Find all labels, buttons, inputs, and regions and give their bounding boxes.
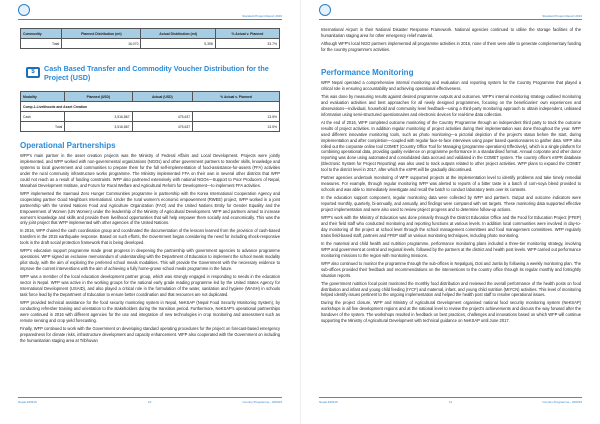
paragraph: International Airport in their National Disaster Response Framework. National agencies continued to utilise the storage facilities of the humanitarian staging area for other emergency relief material. — [321, 27, 581, 38]
paragraph: This was done by measuring results against desired programme outputs and outcomes. WFP's internal monitoring strategy outlined monitoring and evaluation activities and best approaches for all newly designed programmes, focusing on the beneficiaries' own experiences and observations—individual, household and community level feedback—using a third-party monitoring approach to obtain independent, unbiased information using semi-structured questionnaires and electronic devices for real-time data collection. — [321, 93, 581, 117]
col-header: Modality — [21, 92, 65, 102]
col-header: Commodity — [21, 29, 62, 39]
cell: 3,516,867 — [65, 122, 132, 132]
paragraph: Finally, WFP continued to work with the Government on developing standard operating procedures for the project on forecast-based emergency preparedness for climate risks, infrastructure development and capacity enhancement. WFP also cooperated with the Government on including the humanitarian staging area at Tribhuvan — [20, 325, 280, 343]
page-right — [300, 0, 600, 424]
cell: Total — [21, 122, 65, 132]
cell: 13.5% — [193, 122, 280, 132]
paragraph: WFP's work with the Ministry of Education was done primarily through the District Education Office and the Food for Education Project (FFEP) and their field staff who conducted monitoring and reporting functions at various levels. In addition local communities were involved in day-to-day monitoring of the project at school level through the school management committees and food management committees. WFP regularly trains field-based staff, partners and FFEP staff on various monitoring techniques, including photo monitoring. — [321, 215, 581, 238]
col-header: Planned (USD) — [65, 92, 132, 102]
wfp-logo — [18, 4, 30, 16]
cell: 33.7% — [215, 39, 279, 49]
footer-divider — [319, 397, 582, 398]
performance-monitoring-body — [321, 80, 581, 326]
header-report-title: Standard Project Report 2016 — [242, 14, 282, 18]
paragraph: WFP Nepal operated a comprehensive internal monitoring and evaluation and reporting system for the Country Programme that played a critical role in ensuring accountability and achieving operational effectiveness. — [321, 80, 581, 91]
cell: Cash — [21, 112, 65, 122]
cash-icon: $ — [26, 67, 40, 78]
section-row: Comp.1-Livelihoods and Asset Creation — [21, 102, 280, 112]
page-number: 11 — [449, 400, 453, 404]
operational-partnerships-body — [20, 153, 280, 346]
paragraph: The government nutrition focal point monitored the monthly food distribution and reviewed the overall performance of the health posts on food distribution and infant and young child feeding (IYCF) and maternal, infant, and young child nutrition (MIYCN) activities. This level of monitoring helped identify issues pertinent to the ongoing implementation and helped the health post staff to resolve operational issues. — [321, 280, 581, 298]
paragraph: At the end of 2016, WFP completed outcome monitoring of the Country Programme through an independent third party to track the outcome results of project activities. In addition regular monitoring of project activities during their implementation was done throughout the year. WFP used different innovative monitoring tools, such as photo monitoring—a pictorial depiction of the project's status before the start, during implementation and after completion—coupled with regular face-to-face interviews using paper based questionnaires to gather data. WFP also rolled out the corporate online tool COMET (Country Office Tool for Managing (programme operations) Effectively), which is a single platform for combining operational data, providing quality evidence on programme performance in a standardised format. Annual corporate and other donor reporting was done using automated and consolidated data accrued and validated in the COMET system. The country office's eSPR database (Electronic System for Project Reporting) was also used to track outputs related to other project activities. WFP plans to expand the COMET tool to the district level in 2017, after which the eSPR will be gradually discontinued. — [321, 119, 581, 173]
paragraph: In the education support component, regular monitoring data were collected by WFP and partners. Output and outcome indicators were reported monthly, quarterly, bi-annually, and annually, and findings were compared with set targets. These monitoring data supported effective project implementation and were also used to review project progress and to determine follow-up actions. — [321, 195, 581, 213]
cell: 13.5% — [193, 112, 280, 122]
table-row-total — [21, 122, 280, 132]
page-number: 10 — [148, 400, 152, 404]
intro-body — [321, 27, 581, 55]
paragraph: Although WFP's local NGO partners implemented all programme activities in 2016, none of them were able to generate complementary funding for the country programme's activities. — [321, 40, 581, 52]
cell: Total — [21, 39, 62, 49]
footer-left: Nepal 200319 — [18, 400, 37, 404]
commodity-distribution-table — [20, 28, 280, 49]
paragraph: Partner agencies undertook monitoring of WFP supported projects at the implementation level to identify problems and take timely remedial measures. For example, through regular monitoring WFP was alerted to reports of a bitter taste in a batch of corn-soya blend provided to schools and was able to immediately investigate and recall the batch to conduct laboratory tests over its contents. — [321, 175, 581, 193]
operational-partnerships-heading: Operational Partnerships — [20, 141, 116, 150]
paragraph: WFP also continued to monitor the programme through the sub-offices in Nepalgunj, Doti and Jumla by following a weekly monitoring plan. The sub-offices provided their feedback and recommendations on the interventions to the country office through its regular monthly and fortnightly situation reports. — [321, 260, 581, 278]
col-header: Actual Distribution (mt) — [141, 29, 215, 39]
col-header: % Actual v. Planned — [193, 92, 280, 102]
header-report-title: Standard Project Report 2016 — [542, 14, 582, 18]
cell: 475,637 — [132, 112, 193, 122]
paragraph: WFP provided technical assistance for the food security monitoring system in Nepal, NeKSAP (Nepal Food Security Monitoring System), by conducting refresher training and orientation to the stakeholders during the transition period. Furthermore, NeKSAP's operational partnerships were continued in 2016 with different agencies for the use and integration of new technologies in crop monitoring and assessment such as remote sensing and crop yield forecasting. — [20, 299, 280, 323]
table-row — [21, 112, 280, 122]
footer-left: Nepal 200319 — [319, 400, 338, 404]
paragraph: WFP's education support programme made great progress in deepening the partnership with government agencies to advance programme operations. WFP signed an exclusive memorandum of understanding with the Department of Education to implement the school meals modality pilot study, with the aim of exploring the preferred school meals modalities. This will provide the Government with the necessary evidence to improve the current interventions with the aim of achieving a fully home-grown school meals programme in the future. — [20, 248, 280, 272]
footer-right: Country Programme - 200319 — [542, 400, 582, 404]
cell: 475,637 — [132, 122, 193, 132]
paragraph: In the maternal and child health and nutrition programme, performance monitoring plans included a three-tier monitoring strategy, involving WFP and government at central and regional levels, followed by the partners at the district and health post levels. WFP carried out performance monitoring missions to the region with monitoring missions. — [321, 240, 581, 258]
cash-section-heading — [26, 64, 274, 82]
table-row-total — [21, 39, 280, 49]
paragraph: During the project closure, WFP and Ministry of Agricultural Development organised national food security monitoring system (NeKSAP) workshops in all five development regions and at the national level to review the project's achievements and discuss the way forward after the handover of the system. The workshops resulted in feedback on best practices, challenges and innovations based on which WFP will continue supporting the Ministry of Agricultural Development with technical guidance on NeKSAP until June 2017. — [321, 300, 581, 324]
col-header: Planned Distribution (mt) — [62, 29, 141, 39]
paragraph: WFP was a member of the local education development partner group, which was strongly engaged in responding to needs in the education sector in Nepal. WFP was active in the working groups for the national early grade reading programme led by the United States Agency for International Development (USAID), and also played a critical role in the formulation of the water, sanitation and hygiene (WASH) in schools task force lead by the Department of Education to ensure better coordination and that resources are not duplicated. — [20, 274, 280, 297]
header-divider — [319, 19, 582, 20]
cell: 16,070 — [62, 39, 141, 49]
col-header: % Actual v. Planned — [215, 29, 279, 39]
cell: 3,516,867 — [65, 112, 132, 122]
paragraph: WFP's main partner in the asset creation projects was the Ministry of Federal Affairs and Local Development. Projects were jointly implemented, and WFP worked with non-governmental organizations (NGOs) and other government partners to transfer skills, knowledge and systems to local government and communities to prepare them for the full self-implementation of food-assistance-for-assets (FFA) activities under the rural community infrastructure works programme. The Ministry implemented FFA on their own in several other districts that WFP could not reach as a result of funding constraints. WFP also partnered extensively with national NGOs—Support to Poor Producers of Nepal, Manahari Development Institute, and Forum for Rural Welfare and Agricultural Reform for Development—to implement FFA activities. — [20, 153, 280, 188]
paragraph: In 2016, WFP chaired the cash coordination group and coordinated the documentation of the lessons learned from the provision of cash-based transfers in the 2015 earthquake response. Based on such efforts, the Government began considering the need for including shock-responsive tools in the draft social protection framework that is being developed. — [20, 228, 280, 246]
paragraph: WFP implemented the Saemaul Zero Hunger Communities programme in partnership with the Korea International Cooperation Agency and cooperating partner Good Neighbors International. Under the rural women's economic empowerment (RWEE) project, WFP worked in a joint partnership with the United Nations Food and Agriculture Organization (FAO) and the United Nations Entity for Gender Equality and the Empowerment of Women (UN Women) under the leadership of the Ministry of Agricultural Development. WFP and partners aimed to increase women's knowledge and skills and provide them livelihood opportunities that will help empower them socially and economically. This was the only joint project that WFP implemented with other agencies of the United Nations. — [20, 190, 280, 226]
performance-monitoring-heading: Performance Monitoring — [321, 68, 414, 77]
wfp-logo — [319, 4, 331, 16]
section-title: Cash Based Transfer and Commodity Voucher Distribution for the Project (USD) — [44, 64, 269, 82]
cash-transfer-table — [20, 91, 280, 132]
footer-right: Country Programme - 200319 — [242, 400, 282, 404]
col-header: Actual (USD) — [132, 92, 193, 102]
footer-divider — [18, 397, 282, 398]
cell: 5,398 — [141, 39, 215, 49]
header-divider — [18, 19, 282, 20]
